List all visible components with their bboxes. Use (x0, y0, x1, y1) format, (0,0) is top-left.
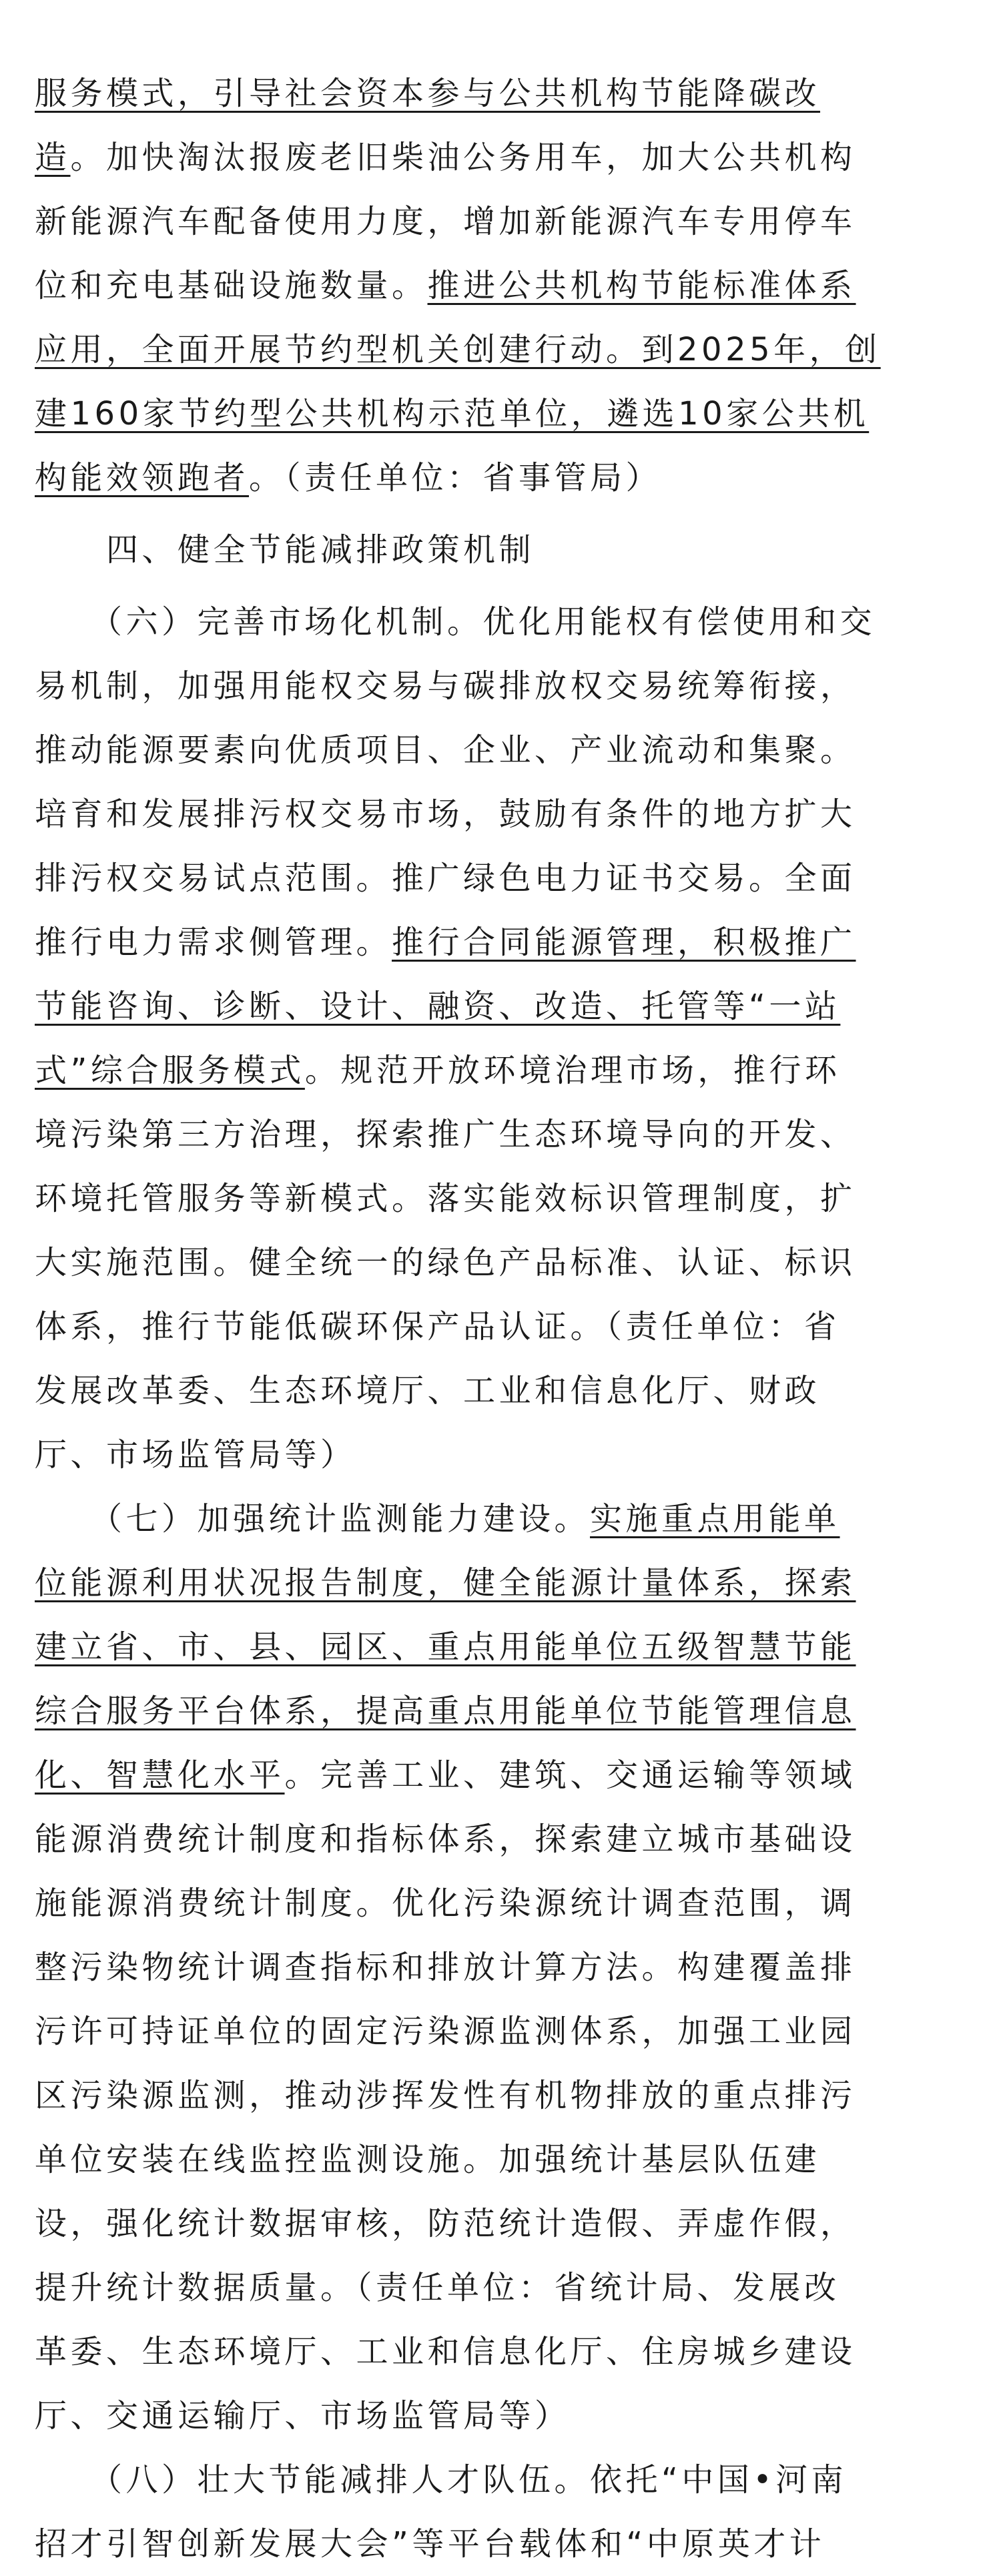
text-segment: 推行电力需求侧管理。 (35, 924, 392, 961)
text-line (35, 1807, 969, 1871)
text-segment: 培育和发展排污权交易市场，鼓励有条件的地方扩大 (35, 795, 856, 833)
text-line (35, 518, 969, 582)
text-line (35, 974, 969, 1038)
underlined-text: 造 (35, 139, 71, 176)
text-line (35, 1871, 969, 1935)
text-line (35, 654, 969, 718)
text-line (35, 2128, 969, 2192)
text-line (35, 782, 969, 846)
text-segment: 易机制，加强用能权交易与碳排放权交易统筹衔接， (35, 667, 856, 705)
text-segment: 。完善工业、建筑、交通运输等领域 (284, 1756, 856, 1794)
text-segment: 排污权交易试点范围。推广绿色电力证书交易。全面 (35, 860, 856, 897)
text-line (35, 190, 969, 254)
text-line (35, 1038, 969, 1102)
underlined-text: 推行合同能源管理，积极推广 (392, 924, 856, 961)
underlined-text: 推进公共机构节能标准体系 (427, 267, 856, 304)
text-line (35, 910, 969, 974)
text-line (35, 846, 969, 910)
text-segment: 整污染物统计调查指标和排放计算方法。构建覆盖排 (35, 1949, 856, 1986)
underlined-text: 应用，全面开展节约型机关创建行动。到2025年，创 (35, 331, 881, 368)
text-segment: 施能源消费统计制度。优化污染源统计调查范围，调 (35, 1885, 856, 1922)
underlined-text: 服务模式，引导社会资本参与公共机构节能降碳改 (35, 75, 821, 112)
text-line (35, 2192, 969, 2256)
text-segment: 革委、生态环境厅、工业和信息化厅、住房城乡建设 (35, 2333, 856, 2370)
underlined-text: 构能效领跑者 (35, 459, 250, 497)
text-segment: 发展改革委、生态环境厅、工业和信息化厅、财政 (35, 1372, 821, 1409)
text-line (35, 1359, 969, 1423)
text-line (35, 382, 969, 446)
document-body (35, 61, 969, 2576)
text-segment: 招才引智创新发展大会”等平台载体和“中原英才计 (35, 2525, 825, 2563)
text-segment: 新能源汽车配备使用力度，增加新能源汽车专用停车 (35, 203, 856, 240)
text-segment: 四、健全节能减排政策机制 (35, 531, 535, 569)
text-line (35, 718, 969, 782)
text-line (35, 1423, 969, 1487)
text-segment: 设，强化统计数据审核，防范统计造假、弄虚作假， (35, 2205, 856, 2242)
text-segment: 。（责任单位：省事管局） (249, 459, 662, 497)
text-line (35, 1231, 969, 1295)
underlined-text: 化、智慧化水平 (35, 1756, 285, 1794)
text-line (35, 1167, 969, 1231)
text-segment: 厅、交通运输厅、市场监管局等） (35, 2397, 571, 2435)
text-line (35, 1551, 969, 1615)
text-line (35, 1487, 969, 1551)
text-line (35, 2063, 969, 2128)
text-line (35, 1743, 969, 1807)
text-segment: 区污染源监测，推动涉挥发性有机物排放的重点排污 (35, 2077, 856, 2114)
text-segment: 提升统计数据质量。（责任单位：省统计局、发展改 (35, 2269, 840, 2306)
text-segment: （七）加强统计监测能力建设。 (35, 1500, 591, 1538)
underlined-text: 位能源利用状况报告制度，健全能源计量体系，探索 (35, 1564, 856, 1602)
text-segment: （六）完善市场化机制。优化用能权有偿使用和交 (35, 603, 876, 641)
text-line (35, 2384, 969, 2448)
text-line (35, 2320, 969, 2384)
text-segment: 境污染第三方治理，探索推广生态环境导向的开发、 (35, 1116, 856, 1153)
text-segment: 能源消费统计制度和指标体系，探索建立城市基础设 (35, 1821, 856, 1858)
text-line (35, 61, 969, 125)
text-segment: 环境托管服务等新模式。落实能效标识管理制度，扩 (35, 1180, 856, 1217)
text-segment: 推动能源要素向优质项目、企业、产业流动和集聚。 (35, 731, 856, 769)
text-line (35, 254, 969, 318)
text-segment: 位和充电基础设施数量。 (35, 267, 428, 304)
text-segment: 厅、市场监管局等） (35, 1436, 356, 1474)
underlined-text: 式”综合服务模式 (35, 1052, 305, 1089)
text-segment: 。规范开放环境治理市场，推行环 (304, 1052, 841, 1089)
text-line (35, 2448, 969, 2512)
text-line (35, 1935, 969, 1999)
text-segment: （八）壮大节能减排人才队伍。依托“中国•河南 (35, 2461, 848, 2499)
underlined-text: 建160家节约型公共机构示范单位，遴选10家公共机 (35, 395, 870, 432)
text-line (35, 2512, 969, 2576)
underlined-text: 综合服务平台体系，提高重点用能单位节能管理信息 (35, 1692, 856, 1730)
text-line (35, 125, 969, 190)
text-line (35, 1679, 969, 1743)
text-segment: 体系，推行节能低碳环保产品认证。（责任单位：省 (35, 1308, 840, 1345)
underlined-text: 节能咨询、诊断、设计、融资、改造、托管等“一站 (35, 988, 841, 1025)
text-line (35, 2256, 969, 2320)
text-line (35, 1999, 969, 2063)
text-line (35, 1295, 969, 1359)
text-line (35, 590, 969, 654)
text-segment: 污许可持证单位的固定污染源监测体系，加强工业园 (35, 2013, 856, 2050)
underlined-text: 实施重点用能单 (590, 1500, 840, 1538)
text-segment: 单位安装在线监控监测设施。加强统计基层队伍建 (35, 2141, 821, 2178)
underlined-text: 建立省、市、县、园区、重点用能单位五级智慧节能 (35, 1628, 856, 1666)
text-segment: 大实施范围。健全统一的绿色产品标准、认证、标识 (35, 1244, 856, 1281)
text-segment: 。加快淘汰报废老旧柴油公务用车，加大公共机构 (70, 139, 856, 176)
text-line (35, 1102, 969, 1167)
text-line (35, 1615, 969, 1679)
text-line (35, 446, 969, 510)
text-line (35, 318, 969, 382)
